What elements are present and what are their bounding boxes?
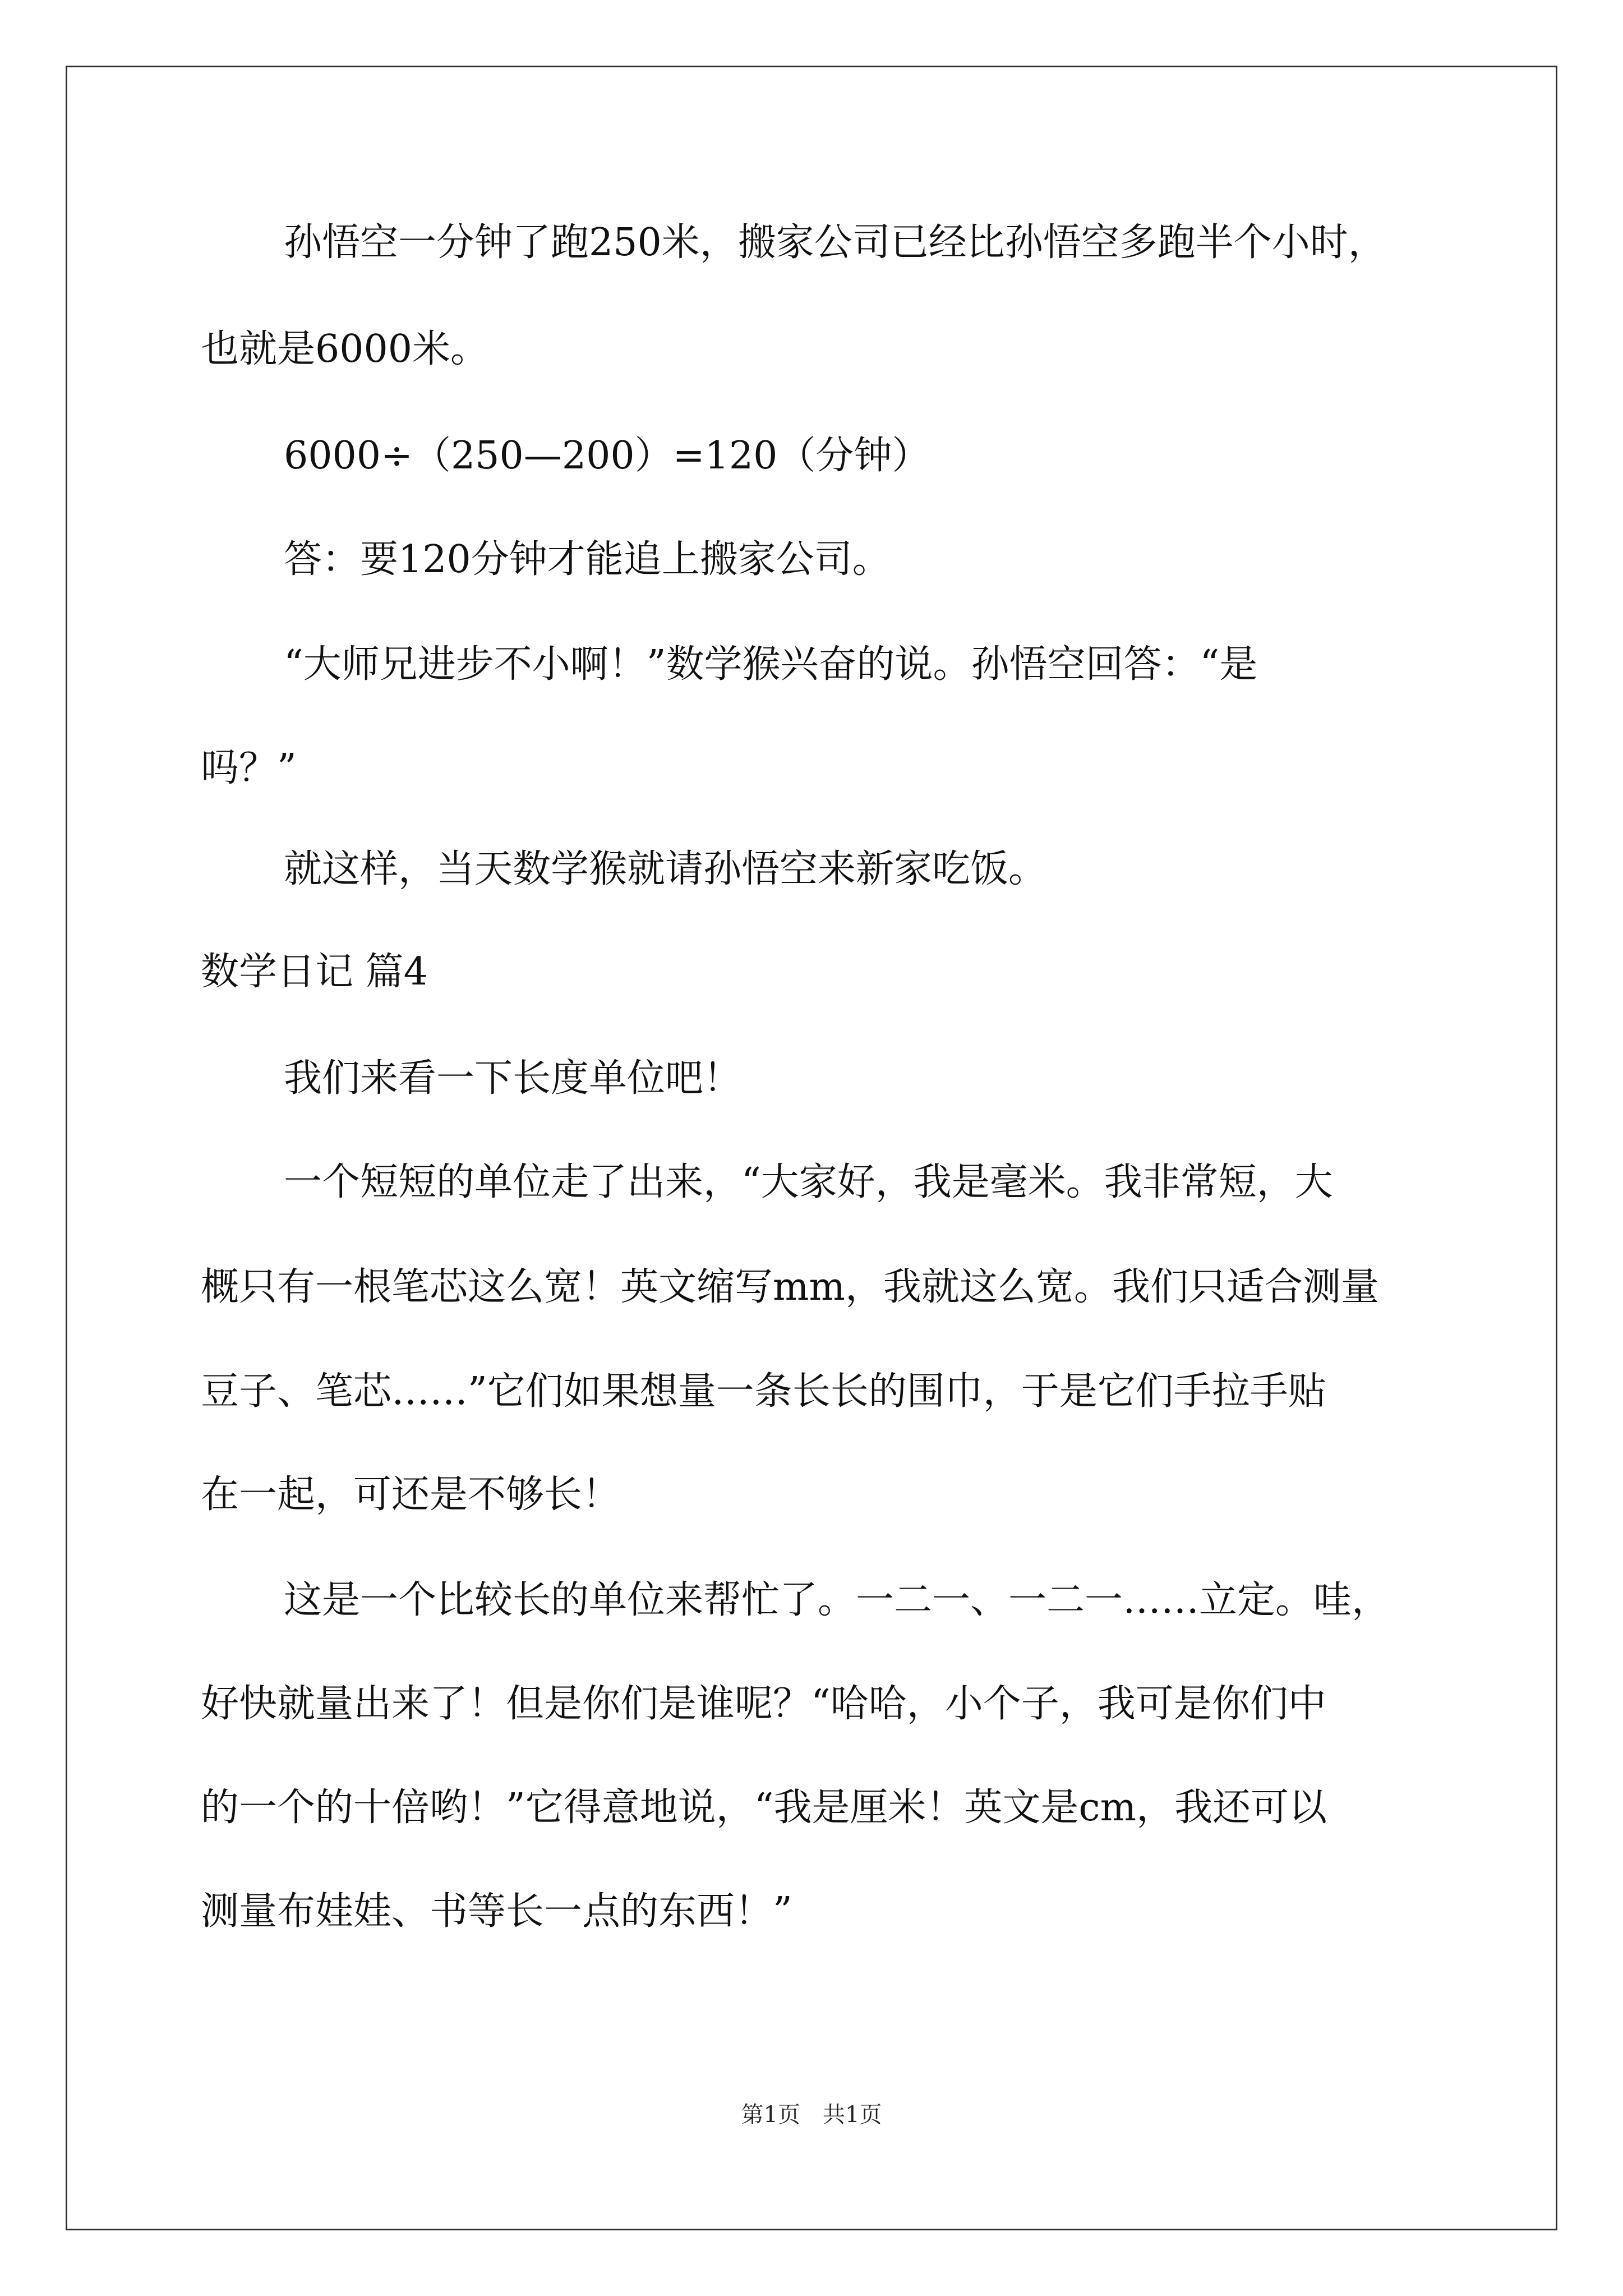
paragraph-8-line-3: 豆子、笔芯……”它们如果想量一条长长的围巾，于是它们手拉手贴 (201, 1369, 1326, 1414)
paragraph-9-line-2: 好快就量出来了！但是你们是谁呢？“哈哈，小个子，我可是你们中 (201, 1682, 1326, 1726)
paragraph-4-line-1: “大师兄进步不小啊！”数学猴兴奋的说。孙悟空回答：“是 (284, 642, 1258, 687)
paragraph-5: 就这样，当天数学猴就请孙悟空来新家吃饭。 (284, 847, 1047, 891)
paragraph-3-answer: 答：要120分钟才能追上搬家公司。 (284, 537, 891, 582)
paragraph-2-formula: 6000÷（250—200）=120（分钟） (284, 434, 930, 478)
paragraph-8-line-4: 在一起，可还是不够长！ (201, 1473, 621, 1517)
paragraph-4-line-2: 吗？” (201, 746, 297, 790)
paragraph-7: 我们来看一下长度单位吧！ (284, 1056, 742, 1101)
paragraph-8-line-1: 一个短短的单位走了出来，“大家好，我是毫米。我非常短，大 (284, 1160, 1333, 1204)
paragraph-1-line-2: 也就是6000米。 (201, 327, 489, 371)
page-footer: 第1页 共1页 (741, 2102, 882, 2128)
paragraph-9-line-1: 这是一个比较长的单位来帮忙了。一二一、一二一……立定。哇， (284, 1578, 1390, 1622)
section-heading: 数学日记 篇4 (201, 950, 428, 994)
paragraph-1-line-1: 孙悟空一分钟了跑250米，搬家公司已经比孙悟空多跑半个小时， (284, 220, 1386, 265)
paragraph-9-line-4: 测量布娃娃、书等长一点的东西！” (201, 1889, 792, 1934)
paragraph-9-line-3: 的一个的十倍哟！”它得意地说，“我是厘米！英文是cm，我还可以 (201, 1786, 1327, 1830)
paragraph-8-line-2: 概只有一根笔芯这么宽！英文缩写mm，我就这么宽。我们只适合测量 (201, 1265, 1379, 1309)
